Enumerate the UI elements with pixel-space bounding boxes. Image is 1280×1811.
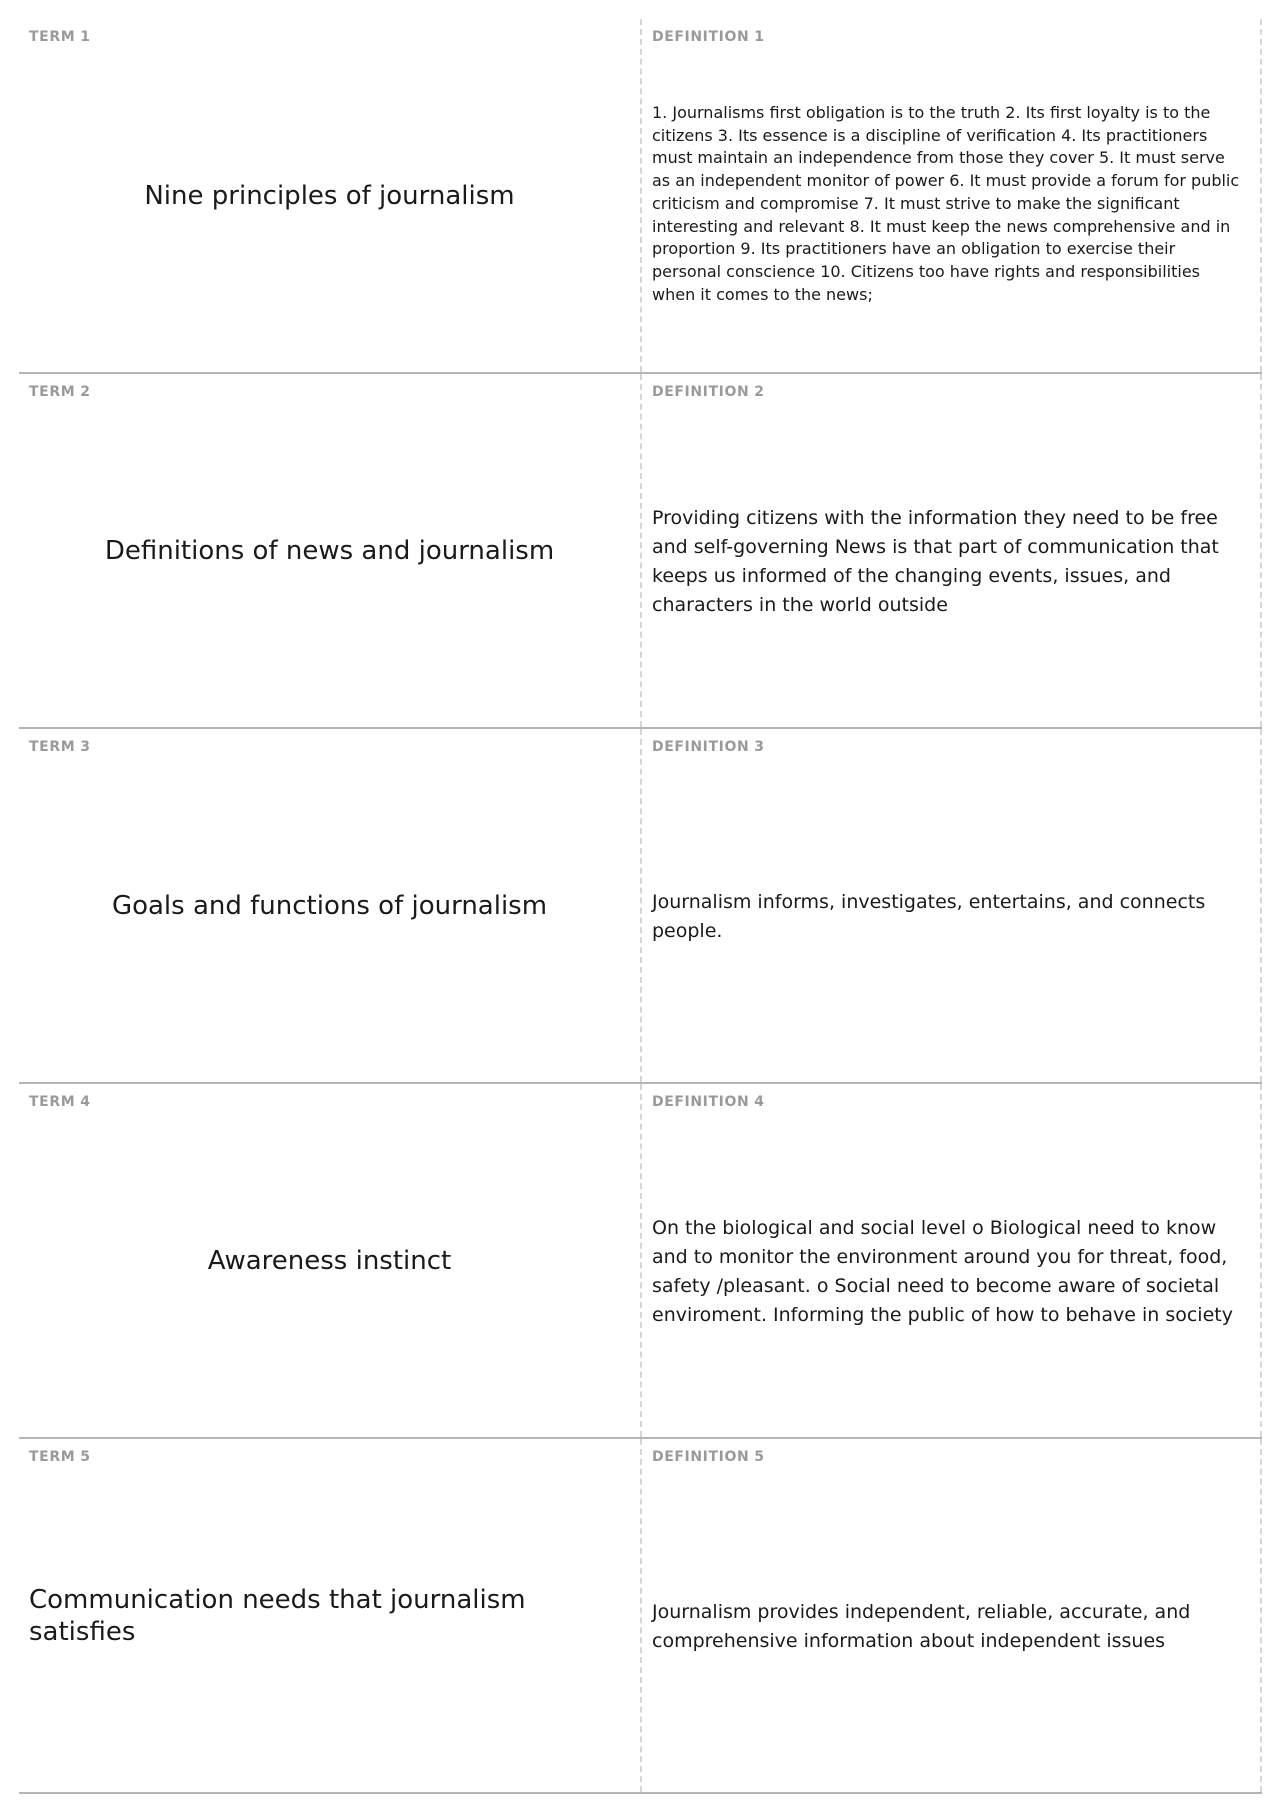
term-text: Awareness instinct: [207, 1245, 452, 1276]
term-cell: [19, 374, 640, 727]
definition-text: On the biological and social level o Biological need to know and to monitor the environment around you for threat, food, safety /pleasant. o Social need to become aware of societal enviroment. Informing the public of how to behave in society: [652, 1216, 1233, 1326]
definition-label: DEFINITION 3: [652, 739, 765, 755]
card-row-4: [19, 1084, 1262, 1439]
definition-cell: [642, 374, 1260, 727]
definition-cell: [642, 1439, 1260, 1792]
card-row-3: [19, 729, 1262, 1084]
definition-text: 1. Journalisms first obligation is to the truth 2. Its first loyalty is to the citizens 3. Its essence is a discipline of verification 4. Its practitioners must maintain an independence from those they cover 5. It must serve as an independent monitor of power 6. It must provide a forum for public criticism and compromise 7. It must strive to make the significant interesting and relevant 8. It must keep the news comprehensive and in proportion 9. Its practitioners have an obligation to exercise their personal conscience 10. Citizens too have rights and responsibilities when it comes to the news;: [652, 103, 1240, 304]
definition-text: Journalism provides independent, reliable, accurate, and comprehensive information about independent issues: [652, 1600, 1191, 1652]
definition-cell: [642, 729, 1260, 1082]
term-text: Communication needs that journalism satisfies: [29, 1584, 526, 1647]
term-text: Nine principles of journalism: [144, 180, 515, 211]
card-row-2: [19, 374, 1262, 729]
definition-label: DEFINITION 4: [652, 1094, 765, 1110]
term-label: TERM 4: [29, 1094, 91, 1110]
cut-line: [1260, 1084, 1262, 1437]
term-label: TERM 5: [29, 1449, 91, 1465]
cut-line: [1260, 374, 1262, 727]
card-row-1: [19, 19, 1262, 374]
cut-line: [1260, 19, 1262, 372]
term-text: Definitions of news and journalism: [104, 535, 555, 566]
card-row-5: [19, 1439, 1262, 1794]
definition-cell: [642, 19, 1260, 372]
cut-line: [1260, 1439, 1262, 1792]
term-cell: [19, 729, 640, 1082]
definition-label: DEFINITION 2: [652, 384, 765, 400]
term-label: TERM 2: [29, 384, 91, 400]
flashcard-sheet: [19, 19, 1262, 1794]
term-cell: [19, 1084, 640, 1437]
term-cell: [19, 19, 640, 372]
definition-label: DEFINITION 1: [652, 29, 765, 45]
definition-cell: [642, 1084, 1260, 1437]
term-cell: [19, 1439, 640, 1792]
term-text: Goals and functions of journalism: [111, 890, 548, 921]
definition-label: DEFINITION 5: [652, 1449, 765, 1465]
term-label: TERM 1: [29, 29, 91, 45]
cut-line: [1260, 729, 1262, 1082]
definition-text: Providing citizens with the information they need to be free and self-governing News is that part of communication that keeps us informed of the changing events, issues, and characters in the world outside: [652, 506, 1219, 616]
definition-text: Journalism informs, investigates, entertains, and connects people.: [652, 890, 1206, 942]
term-label: TERM 3: [29, 739, 91, 755]
